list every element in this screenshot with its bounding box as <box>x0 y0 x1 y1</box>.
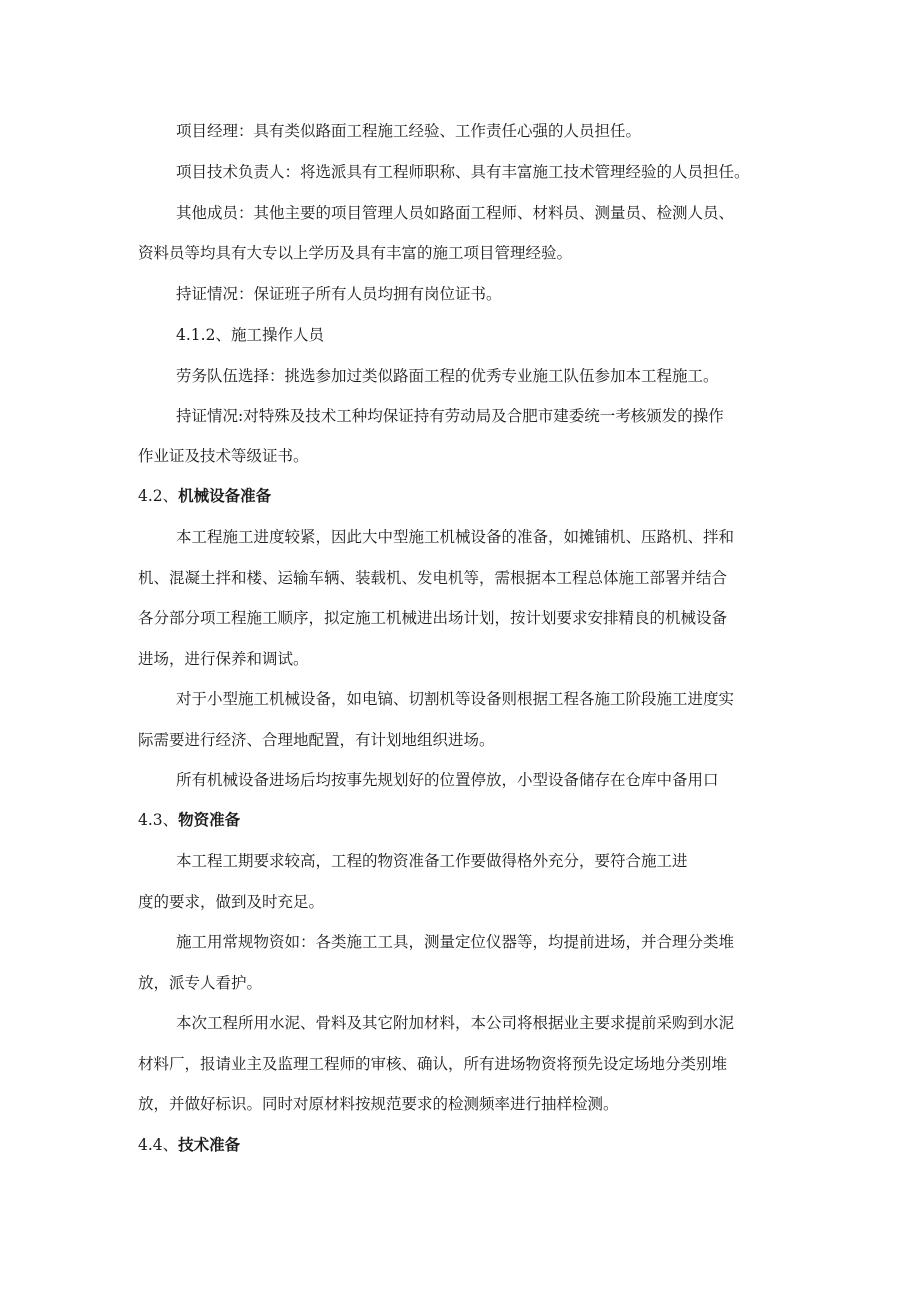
paragraph-line: 度的要求，做到及时充足。 <box>138 893 325 911</box>
section-heading-4-4 <box>138 1135 240 1155</box>
section-number: 4.4、 <box>138 1136 179 1154</box>
paragraph-line: 本次工程所用水泥、骨料及其它附加材料，本公司将根据业主要求提前采购到水泥 <box>176 1014 735 1032</box>
paragraph-line: 本工程工期要求较高，工程的物资准备工作要做得格外充分，要符合施工进 <box>176 852 688 870</box>
paragraph-line: 对于小型施工机械设备，如电镐、切割机等设备则根据工程各施工阶段施工进度实 <box>176 690 735 708</box>
paragraph-line: 放，并做好标识。同时对原材料按规范要求的检测频率进行抽样检测。 <box>138 1095 619 1113</box>
paragraph-line: 本工程施工进度较紧，因此大中型施工机械设备的准备，如摊铺机、压路机、拌和 <box>176 528 735 546</box>
section-heading-4-2 <box>138 486 271 506</box>
section-heading-4-3 <box>138 810 240 830</box>
paragraph-line: 其他成员：其他主要的项目管理人员如路面工程师、材料员、测量员、检测人员、 <box>176 204 735 222</box>
paragraph-line: 所有机械设备进场后均按事先规划好的位置停放，小型设备储存在仓库中备用口 <box>176 771 719 789</box>
paragraph-line: 持证情况：保证班子所有人员均拥有岗位证书。 <box>176 285 502 303</box>
paragraph-line: 际需要进行经济、合理地配置，有计划地组织进场。 <box>138 731 495 749</box>
paragraph-line: 项目经理：具有类似路面工程施工经验、工作责任心强的人员担任。 <box>176 122 642 140</box>
paragraph-line: 劳务队伍选择：挑选参加过类似路面工程的优秀专业施工队伍参加本工程施工。 <box>176 367 719 385</box>
subsection-heading: 4.1.2、施工操作人员 <box>176 326 324 344</box>
section-number: 4.3、 <box>138 811 179 829</box>
paragraph-line: 材料厂，报请业主及监理工程师的审核、确认，所有进场物资将预先设定场地分类别堆 <box>138 1055 728 1073</box>
paragraph-line: 资料员等均具有大专以上学历及具有丰富的施工项目管理经验。 <box>138 244 573 262</box>
section-title: 技术准备 <box>178 1135 241 1154</box>
section-title: 物资准备 <box>178 810 241 829</box>
paragraph-line: 各分部分项工程施工顺序，拟定施工机械进出场计划，按计划要求安排精良的机械设备 <box>138 609 728 627</box>
paragraph-line: 进场，进行保养和调试。 <box>138 650 309 668</box>
paragraph-line: 机、混凝土拌和楼、运输车辆、装载机、发电机等，需根据本工程总体施工部署并结合 <box>138 569 728 587</box>
section-number: 4.2、 <box>138 487 179 505</box>
paragraph-line: 持证情况:对特殊及技术工种均保证持有劳动局及合肥市建委统一考核颁发的操作 <box>176 407 724 425</box>
paragraph-line: 项目技术负责人：将选派具有工程师职称、具有丰富施工技术管理经验的人员担任。 <box>176 163 750 181</box>
section-title: 机械设备准备 <box>178 486 272 505</box>
paragraph-line: 放，派专人看护。 <box>138 974 263 992</box>
paragraph-line: 施工用常规物资如：各类施工工具，测量定位仪器等，均提前进场，并合理分类堆 <box>176 933 735 951</box>
paragraph-line: 作业证及技术等级证书。 <box>138 447 309 465</box>
